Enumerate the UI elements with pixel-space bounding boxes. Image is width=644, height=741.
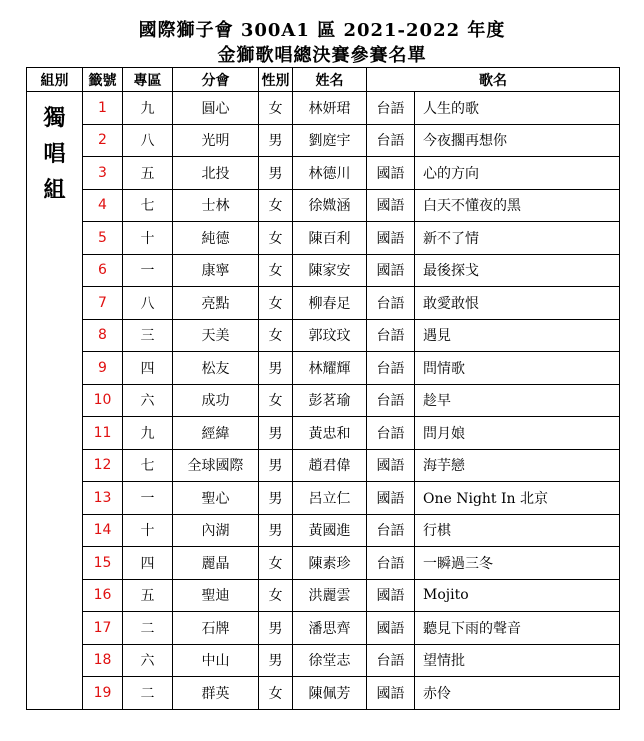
- zone: 一: [123, 254, 173, 287]
- song-title: 趁早: [415, 384, 620, 417]
- club: 圓心: [173, 92, 259, 125]
- gender: 男: [259, 417, 293, 450]
- table-row: [27, 319, 620, 352]
- gender: 女: [259, 579, 293, 612]
- draw-number: 16: [83, 579, 123, 612]
- table-row: [27, 514, 620, 547]
- gender: 男: [259, 482, 293, 515]
- song-title: 新不了情: [415, 222, 620, 255]
- contestant-name: 趙君偉: [293, 449, 367, 482]
- header-name: 姓名: [293, 68, 367, 92]
- contestant-name: 林德川: [293, 157, 367, 190]
- draw-number: 9: [83, 352, 123, 385]
- group-label-char: 唱: [43, 141, 66, 167]
- contestant-name: 黃國進: [293, 514, 367, 547]
- club: 麗晶: [173, 547, 259, 580]
- club: 成功: [173, 384, 259, 417]
- song-language: 台語: [367, 547, 415, 580]
- zone: 二: [123, 612, 173, 645]
- table-row: [27, 644, 620, 677]
- contestant-name: 黃忠和: [293, 417, 367, 450]
- club: 士林: [173, 189, 259, 222]
- club: 全球國際: [173, 449, 259, 482]
- draw-number: 4: [83, 189, 123, 222]
- header-song: 歌名: [367, 68, 620, 92]
- draw-number: 11: [83, 417, 123, 450]
- zone: 四: [123, 352, 173, 385]
- contestant-name: 陳素珍: [293, 547, 367, 580]
- zone: 八: [123, 287, 173, 320]
- song-title: 白天不懂夜的黑: [415, 189, 620, 222]
- song-title: 最後探戈: [415, 254, 620, 287]
- contestant-name: 陳家安: [293, 254, 367, 287]
- zone: 七: [123, 189, 173, 222]
- song-language: 台語: [367, 352, 415, 385]
- table-row: [27, 352, 620, 385]
- draw-number: 7: [83, 287, 123, 320]
- draw-number: 18: [83, 644, 123, 677]
- contestant-name: 陳佩芳: [293, 677, 367, 710]
- table-row: [27, 547, 620, 580]
- draw-number: 10: [83, 384, 123, 417]
- contestant-name: 潘思齊: [293, 612, 367, 645]
- zone: 六: [123, 644, 173, 677]
- gender: 女: [259, 254, 293, 287]
- gender: 男: [259, 449, 293, 482]
- gender: 男: [259, 612, 293, 645]
- gender: 女: [259, 547, 293, 580]
- gender: 男: [259, 514, 293, 547]
- draw-number: 2: [83, 124, 123, 157]
- club: 北投: [173, 157, 259, 190]
- club: 聖迪: [173, 579, 259, 612]
- song-title: 海芋戀: [415, 449, 620, 482]
- draw-number: 15: [83, 547, 123, 580]
- zone: 五: [123, 157, 173, 190]
- club: 內湖: [173, 514, 259, 547]
- song-language: 國語: [367, 449, 415, 482]
- song-language: 台語: [367, 644, 415, 677]
- header-group: 組別: [27, 68, 83, 92]
- table-row: [27, 92, 620, 125]
- header-zone: 專區: [123, 68, 173, 92]
- draw-number: 13: [83, 482, 123, 515]
- club: 松友: [173, 352, 259, 385]
- club: 石牌: [173, 612, 259, 645]
- contestant-name: 郭玟玟: [293, 319, 367, 352]
- song-title: 問月娘: [415, 417, 620, 450]
- gender: 女: [259, 287, 293, 320]
- zone: 九: [123, 92, 173, 125]
- draw-number: 8: [83, 319, 123, 352]
- zone: 四: [123, 547, 173, 580]
- gender: 女: [259, 222, 293, 255]
- table-body: [27, 92, 620, 710]
- club: 康寧: [173, 254, 259, 287]
- contestant-name: 林妍珺: [293, 92, 367, 125]
- song-title: 敢愛敢恨: [415, 287, 620, 320]
- gender: 女: [259, 384, 293, 417]
- gender: 男: [259, 124, 293, 157]
- song-title: 心的方向: [415, 157, 620, 190]
- song-language: 台語: [367, 417, 415, 450]
- song-language: 國語: [367, 677, 415, 710]
- zone: 十: [123, 222, 173, 255]
- song-language: 國語: [367, 222, 415, 255]
- club: 經緯: [173, 417, 259, 450]
- contestant-table: [26, 67, 620, 710]
- gender: 男: [259, 644, 293, 677]
- gender: 女: [259, 677, 293, 710]
- group-label-char: 獨: [43, 105, 66, 131]
- song-language: 國語: [367, 612, 415, 645]
- table-row: [27, 579, 620, 612]
- contestant-name: 呂立仁: [293, 482, 367, 515]
- zone: 三: [123, 319, 173, 352]
- song-language: 台語: [367, 124, 415, 157]
- draw-number: 14: [83, 514, 123, 547]
- song-language: 國語: [367, 579, 415, 612]
- draw-number: 1: [83, 92, 123, 125]
- table-row: [27, 449, 620, 482]
- song-language: 國語: [367, 189, 415, 222]
- club: 純德: [173, 222, 259, 255]
- table-row: [27, 384, 620, 417]
- song-language: 台語: [367, 92, 415, 125]
- document-subtitle: 金獅歌唱總決賽參賽名單: [217, 45, 427, 66]
- song-title: 行棋: [415, 514, 620, 547]
- song-title: 人生的歌: [415, 92, 620, 125]
- group-label: [27, 92, 82, 208]
- gender: 女: [259, 92, 293, 125]
- song-title: 一瞬過三冬: [415, 547, 620, 580]
- song-title: Mojito: [415, 579, 620, 612]
- zone: 二: [123, 677, 173, 710]
- table-row: [27, 124, 620, 157]
- table-row: [27, 287, 620, 320]
- document-title: 國際獅子會 300A1 區 2021-2022 年度: [138, 20, 506, 41]
- song-language: 台語: [367, 287, 415, 320]
- gender: 女: [259, 319, 293, 352]
- draw-number: 12: [83, 449, 123, 482]
- club: 亮點: [173, 287, 259, 320]
- table-row: [27, 677, 620, 710]
- song-title: 遇見: [415, 319, 620, 352]
- table-row: [27, 254, 620, 287]
- club: 光明: [173, 124, 259, 157]
- song-language: 國語: [367, 254, 415, 287]
- song-title: 望情批: [415, 644, 620, 677]
- contestant-name: 徐堂志: [293, 644, 367, 677]
- song-language: 國語: [367, 482, 415, 515]
- song-title: 聽見下雨的聲音: [415, 612, 620, 645]
- song-language: 國語: [367, 157, 415, 190]
- song-language: 台語: [367, 319, 415, 352]
- contestant-name: 劉庭宇: [293, 124, 367, 157]
- zone: 十: [123, 514, 173, 547]
- zone: 一: [123, 482, 173, 515]
- zone: 八: [123, 124, 173, 157]
- header-gender: 性別: [259, 68, 293, 92]
- table-row: [27, 417, 620, 450]
- table-header-row: [27, 68, 620, 92]
- club: 天美: [173, 319, 259, 352]
- gender: 女: [259, 189, 293, 222]
- table-row: [27, 157, 620, 190]
- draw-number: 5: [83, 222, 123, 255]
- draw-number: 6: [83, 254, 123, 287]
- contestant-name: 洪麗雲: [293, 579, 367, 612]
- draw-number: 3: [83, 157, 123, 190]
- group-cell: [27, 92, 83, 710]
- zone: 六: [123, 384, 173, 417]
- header-number: 籤號: [83, 68, 123, 92]
- song-title: 問情歌: [415, 352, 620, 385]
- zone: 九: [123, 417, 173, 450]
- song-title: 赤伶: [415, 677, 620, 710]
- table-row: [27, 189, 620, 222]
- table-row: [27, 612, 620, 645]
- gender: 男: [259, 352, 293, 385]
- contestant-name: 徐媺涵: [293, 189, 367, 222]
- header-club: 分會: [173, 68, 259, 92]
- song-language: 台語: [367, 514, 415, 547]
- club: 中山: [173, 644, 259, 677]
- draw-number: 19: [83, 677, 123, 710]
- draw-number: 17: [83, 612, 123, 645]
- song-language: 台語: [367, 384, 415, 417]
- club: 聖心: [173, 482, 259, 515]
- song-title: 今夜擱再想你: [415, 124, 620, 157]
- gender: 男: [259, 157, 293, 190]
- table-row: [27, 482, 620, 515]
- club: 群英: [173, 677, 259, 710]
- table-row: [27, 222, 620, 255]
- contestant-name: 陳百利: [293, 222, 367, 255]
- zone: 七: [123, 449, 173, 482]
- contestant-name: 彭茗瑜: [293, 384, 367, 417]
- zone: 五: [123, 579, 173, 612]
- contestant-name: 柳春足: [293, 287, 367, 320]
- contestant-name: 林耀輝: [293, 352, 367, 385]
- song-title: One Night In 北京: [415, 482, 620, 515]
- group-label-char: 組: [43, 177, 66, 203]
